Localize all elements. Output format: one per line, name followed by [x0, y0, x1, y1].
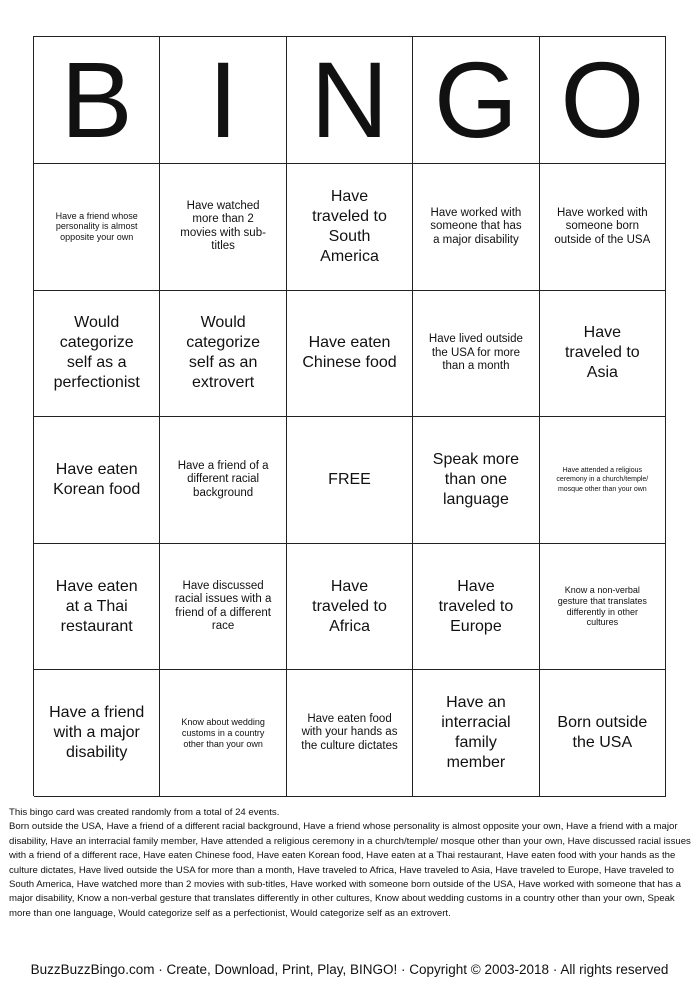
- bingo-cell[interactable]: [287, 291, 413, 418]
- bingo-cell[interactable]: [413, 164, 539, 291]
- header-letter-n: N: [287, 37, 413, 164]
- bingo-cell[interactable]: [160, 670, 286, 797]
- bingo-cell[interactable]: [540, 417, 666, 544]
- bingo-cell-text: Have a friend whose personality is almost opposite your own: [55, 210, 138, 243]
- bingo-cell[interactable]: [413, 417, 539, 544]
- bingo-row: [34, 164, 666, 291]
- bingo-header-row: [34, 37, 666, 164]
- header-letter-i: I: [160, 37, 286, 164]
- bingo-cell-text: Would categorize self as a perfectionist: [53, 314, 140, 392]
- bingo-cell-text: Have eaten at a Thai restaurant: [55, 577, 138, 635]
- bingo-cell-text: Know about wedding customs in a country other than your own: [181, 716, 265, 749]
- card-description: [9, 806, 691, 921]
- bingo-cell[interactable]: [160, 417, 286, 544]
- bingo-cell[interactable]: [540, 670, 666, 797]
- bingo-cell-text: FREE: [328, 470, 371, 488]
- bingo-cell-text: Have traveled to Asia: [564, 324, 640, 382]
- bingo-cell-text: Have eaten Chinese food: [302, 334, 397, 372]
- bingo-cell-text: Born outside the USA: [557, 714, 648, 752]
- bingo-cell[interactable]: [413, 670, 539, 797]
- header-letter-g: G: [413, 37, 539, 164]
- bingo-cell[interactable]: [34, 670, 160, 797]
- bingo-cell[interactable]: [160, 291, 286, 418]
- bingo-cell-text: Would categorize self as an extrovert: [186, 314, 261, 392]
- bingo-cell-text: Speak more than one language: [432, 450, 520, 508]
- bingo-cell[interactable]: [160, 164, 286, 291]
- bingo-cell[interactable]: [540, 291, 666, 418]
- bingo-cell-text: Have a friend of a different racial background: [177, 459, 269, 499]
- bingo-cell-text: Have discussed racial issues with a friend of a different race: [174, 579, 272, 633]
- bingo-cell-text: Have traveled to South America: [312, 187, 387, 265]
- header-letter-b: B: [34, 37, 160, 164]
- free-space-cell[interactable]: [287, 417, 413, 544]
- bingo-row: [34, 670, 666, 797]
- bingo-cell-text: Have attended a religious ceremony in a church/temple/ mosque other than your own: [556, 466, 649, 493]
- header-letter-o: O: [540, 37, 666, 164]
- bingo-cell-text: Have eaten food with your hands as the culture dictates: [301, 712, 398, 752]
- bingo-cell-text: Have watched more than 2 movies with sub-titles: [180, 199, 266, 253]
- bingo-cell[interactable]: [34, 164, 160, 291]
- events-list: Born outside the USA, Have a friend of a different racial background, Have a friend whose personality is almost opposite your own, Have a friend with a major disability, Have an interracial family member, Have attended a religious ceremony in a church/temple/ mosque other than your own, Have discussed racial issues with a friend of a different race, Have eaten Chinese food, Have eaten Korean food, Have eaten at a Thai restaurant, Have eaten food with your hands as the culture dictates, Have lived outside the USA for more than a month, Have traveled to Africa, Have traveled to Asia, Have traveled to Europe, Have traveled to South America, Have watched more than 2 movies with sub-titles, Have worked with someone born outside of the USA, Have worked with someone that has a major disability, Know a non-verbal gesture that translates differently in other cultures, Know about wedding customs in a country other than your own, Speak more than one language, Would categorize self as a perfectionist, Would categorize self as an extrovert.: [9, 821, 691, 919]
- bingo-row: [34, 291, 666, 418]
- bingo-cell[interactable]: [34, 291, 160, 418]
- bingo-cell[interactable]: [540, 164, 666, 291]
- bingo-cell-text: Have eaten Korean food: [53, 460, 141, 498]
- bingo-cell[interactable]: [413, 544, 539, 671]
- bingo-cell-text: Have worked with someone born outside of the USA: [554, 206, 651, 246]
- bingo-grid: [34, 164, 666, 797]
- bingo-card: [33, 36, 666, 796]
- bingo-cell[interactable]: [34, 544, 160, 671]
- bingo-cell-text: Have worked with someone that has a major disability: [430, 206, 522, 246]
- bingo-cell[interactable]: [34, 417, 160, 544]
- bingo-cell[interactable]: [287, 544, 413, 671]
- bingo-cell-text: Have traveled to Europe: [438, 577, 514, 635]
- events-intro: This bingo card was created randomly from a total of 24 events.: [9, 807, 280, 818]
- site-credit: BuzzBuzzBingo.com · Create, Download, Print, Play, BINGO! · Copyright © 2003-2018 · All rights reserved: [30, 962, 669, 977]
- bingo-cell-text: Have an interracial family member: [441, 694, 511, 772]
- bingo-cell[interactable]: [540, 544, 666, 671]
- bingo-row: [34, 417, 666, 544]
- bingo-cell[interactable]: [413, 291, 539, 418]
- bingo-cell-text: Have traveled to Africa: [312, 577, 387, 635]
- bingo-cell-text: Have a friend with a major disability: [49, 704, 145, 762]
- bingo-cell-text: Know a non-verbal gesture that translates differently in other cultures: [557, 584, 647, 628]
- bingo-cell[interactable]: [160, 544, 286, 671]
- bingo-row: [34, 544, 666, 671]
- bingo-cell-text: Have lived outside the USA for more than a month: [428, 333, 523, 373]
- bingo-cell[interactable]: [287, 164, 413, 291]
- bingo-cell[interactable]: [287, 670, 413, 797]
